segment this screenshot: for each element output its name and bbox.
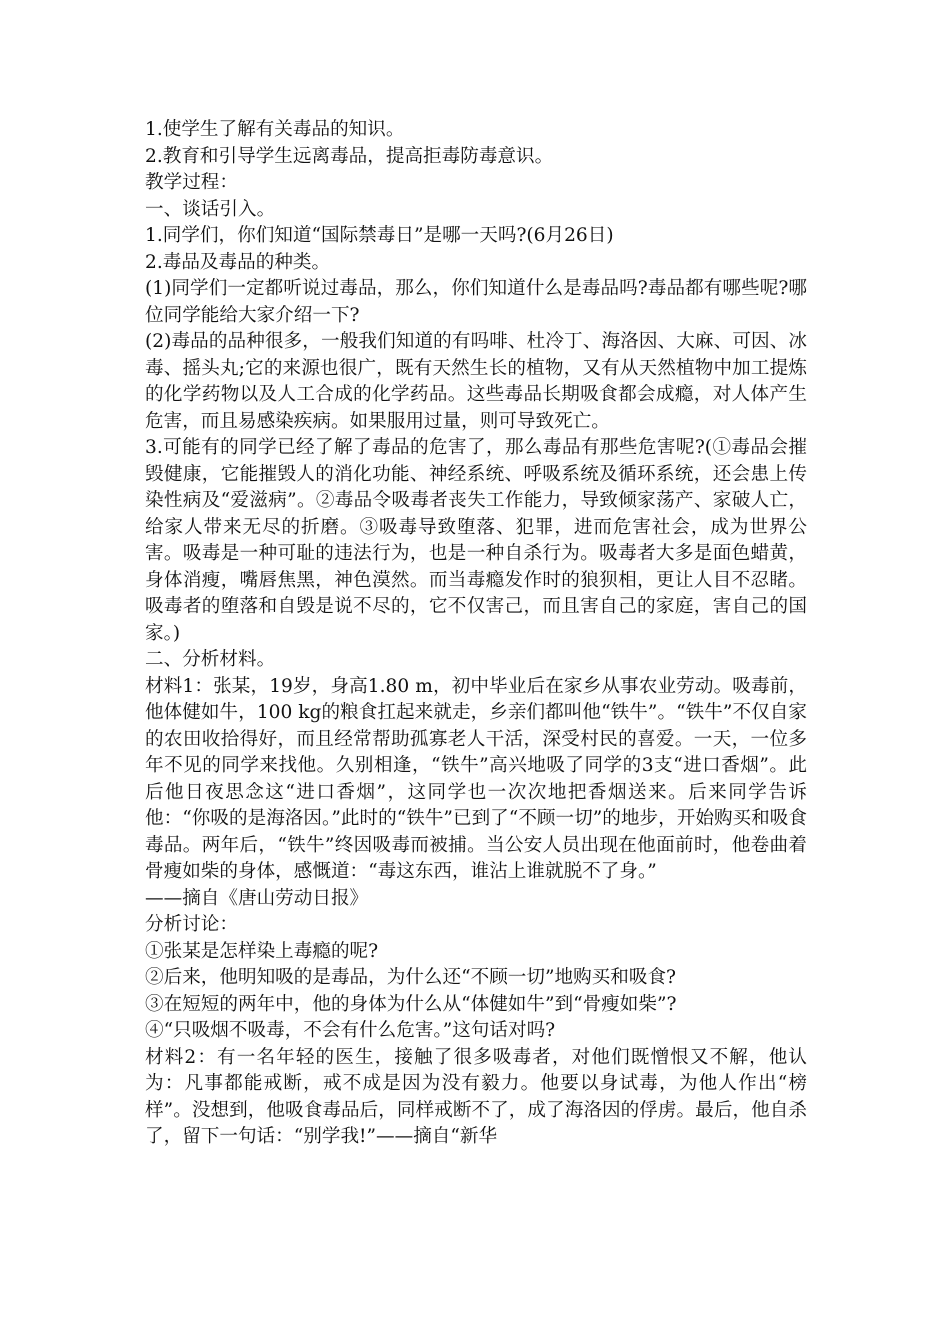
- section-heading-intro: 一、谈话引入。: [145, 198, 276, 220]
- discussion-question-1: ①张某是怎样染上毒瘾的呢?: [145, 940, 379, 962]
- question-drug-day: 1.同学们，你们知道“国际禁毒日”是哪一天吗?(6月26日): [145, 225, 614, 246]
- objective-2: 2.教育和引导学生远离毒品，提高拒毒防毒意识。: [145, 145, 554, 167]
- topic-drug-types: 2.毒品及毒品的种类。: [145, 251, 331, 273]
- section-heading-analysis: 二、分析材料。: [145, 649, 276, 670]
- discussion-heading: 分析讨论：: [145, 914, 238, 935]
- discussion-question-2: ②后来，他明知吸的是毒品，为什么还“不顾一切”地购买和吸食?: [145, 967, 677, 988]
- objective-1: 1.使学生了解有关毒品的知识。: [145, 119, 405, 140]
- section-heading-process: 教学过程：: [145, 172, 238, 193]
- material-1: 材料1：张某，19岁，身高1.80 m，初中毕业后在家乡从事农业劳动。吸毒前，他体健如牛，100 kg的粮食扛起来就走，乡亲们都叫他“铁牛”。“铁牛”不仅自家的农田收拾得好，而且经常帮助孤寡老人干活，深受村民的喜爱。一天，一位多年不见的同学来找他。久别相逢，“铁牛”高兴地吸了同学的3支“进口香烟”。此后他日夜思念这“进口香烟”，这同学也一次次地把香烟送来。后来同学告诉他：“你吸的是海洛因。”此时的“铁牛”已到了“不顾一切”的地步，开始购买和吸食毒品。两年后，“铁牛”终因吸毒而被捕。当公安人员出现在他面前时，他卷曲着骨瘦如柴的身体，感慨道：“毒这东西，谁沾上谁就脱不了身。”: [145, 675, 807, 882]
- document-page: [145, 117, 807, 1151]
- paragraph-what-is-drug: (1)同学们一定都听说过毒品，那么，你们知道什么是毒品吗?毒品都有哪些呢?哪位同学能给大家介绍一下?: [145, 278, 807, 326]
- paragraph-drug-varieties: (2)毒品的品种很多，一般我们知道的有吗啡、杜冷丁、海洛因、大麻、可因、冰毒、摇头丸;它的来源也很广，既有天然生长的植物，又有从天然植物中加工提炼的化学药物以及人工合成的化学药品。这些毒品长期吸食都会成瘾，对人体产生危害，而且易感染疾病。如果服用过量，则可导致死亡。: [145, 331, 807, 432]
- discussion-question-4: ④“只吸烟不吸毒，不会有什么危害。”这句话对吗?: [145, 1020, 556, 1041]
- material-2: 材料2：有一名年轻的医生，接触了很多吸毒者，对他们既憎恨又不解，他认为：凡事都能戒断，戒不成是因为没有毅力。他要以身试毒，为他人作出“榜样”。没想到，他吸食毒品后，同样戒断不了，成了海洛因的俘虏。最后，他自杀了，留下一句话：“别学我!”——摘自“新华: [145, 1046, 807, 1147]
- discussion-question-3: ③在短短的两年中，他的身体为什么从“体健如牛”到“骨瘦如柴”?: [145, 993, 677, 1015]
- material-1-source: ——摘自《唐山劳动日报》: [145, 887, 369, 909]
- paragraph-drug-harms: 3.可能有的同学已经了解了毒品的危害了，那么毒品有那些危害呢?(①毒品会摧毁健康，它能摧毁人的消化功能、神经系统、呼吸系统及循环系统，还会患上传染性病及“爱滋病”。②毒品令吸毒者丧失工作能力，导致倾家荡产、家破人亡，给家人带来无尽的折磨。③吸毒导致堕落、犯罪，进而危害社会，成为世界公害。吸毒是一种可耻的违法行为，也是一种自杀行为。吸毒者大多是面色蜡黄，身体消瘦，嘴唇焦黑，神色漠然。而当毒瘾发作时的狼狈相，更让人目不忍睹。吸毒者的堕落和自毁是说不尽的，它不仅害己，而且害自己的家庭，害自己的国家。): [145, 437, 807, 644]
